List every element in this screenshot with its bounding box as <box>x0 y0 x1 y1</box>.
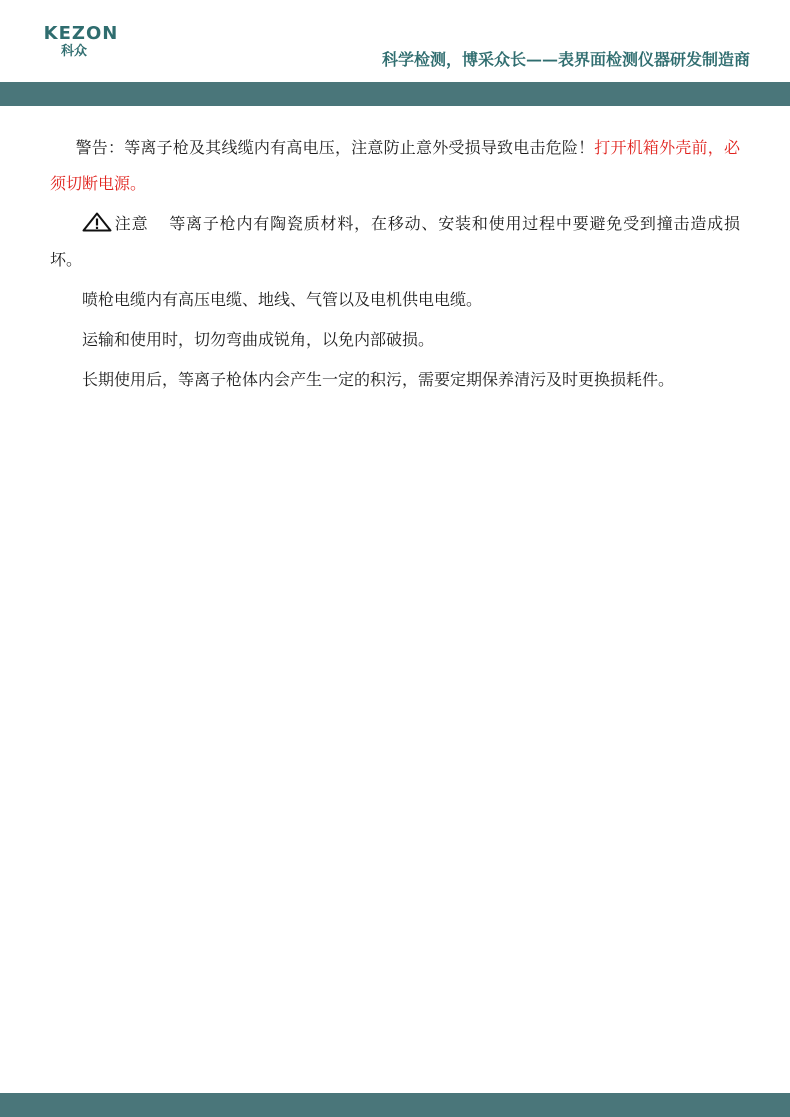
warning-paragraph <box>50 130 740 202</box>
power-off-warning: 打开机箱外壳前，必须切断电源。 <box>50 138 740 193</box>
warning-text: 警告：等离子枪及其线缆内有高电压，注意防止意外受损导致电击危险！ <box>75 138 595 157</box>
document-body <box>50 130 740 402</box>
warning-triangle-icon <box>82 212 112 232</box>
transport-paragraph: 运输和使用时，切勿弯曲成锐角，以免内部破损。 <box>82 330 435 349</box>
kezon-logo <box>36 24 126 60</box>
page-header <box>0 0 790 82</box>
cable-paragraph: 喷枪电缆内有高压电缆、地线、气管以及电机供电电缆。 <box>82 290 483 309</box>
caution-text: 等离子枪内有陶瓷质材料，在移动、安装和使用过程中要避免受到撞击造成损坏。 <box>50 214 740 269</box>
logo-text-cn: 科众 <box>60 44 87 59</box>
header-slogan: 科学检测，博采众长——表界面检测仪器研发制造商 <box>381 50 750 69</box>
caution-paragraph <box>50 206 740 278</box>
logo-text-en: KEZON <box>43 23 119 44</box>
footer-band <box>0 1093 790 1117</box>
maintenance-paragraph: 长期使用后，等离子枪体内会产生一定的积污，需要定期保养清污及时更换损耗件。 <box>82 370 675 389</box>
caution-label: 注意 <box>114 214 149 233</box>
header-band <box>0 82 790 106</box>
